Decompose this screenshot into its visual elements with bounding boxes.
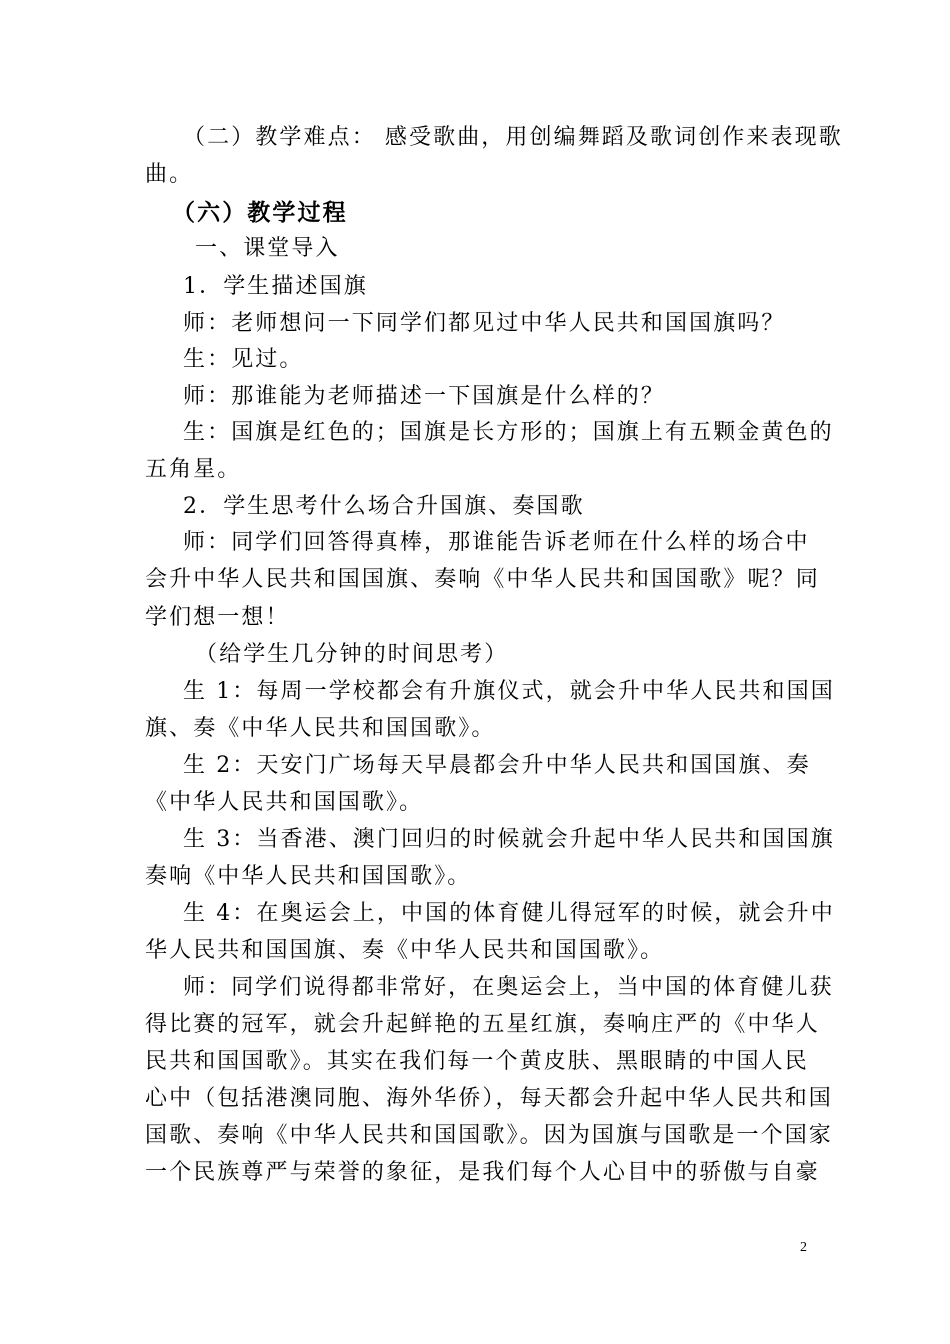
text-line: 会升中华人民共和国国旗、奏响《中华人民共和国国歌》呢？同 [145,567,820,592]
text-line: 2．学生思考什么场合升国旗、奏国歌 [183,494,585,519]
text-line: 师：老师想问一下同学们都见过中华人民共和国国旗吗？ [183,311,786,336]
text-line: 生 2：天安门广场每天早晨都会升中华人民共和国国旗、奏 [183,753,811,778]
text-line: 曲。 [145,162,194,187]
text-line: 一、课堂导入 [195,236,340,261]
text-line: 生：国旗是红色的；国旗是长方形的；国旗上有五颗金黄色的 [183,420,834,445]
text-line: 师：同学们说得都非常好，在奥运会上，当中国的体育健儿获 [183,975,834,1000]
text-line: 得比赛的冠军，就会升起鲜艳的五星红旗，奏响庄严的《中华人 [145,1012,820,1037]
text-line: （给学生几分钟的时间思考） [195,642,509,667]
text-line: 五角星。 [145,457,242,482]
text-line: 生 1：每周一学校都会有升旗仪式，就会升中华人民共和国国 [183,679,835,704]
text-line: 国歌、奏响《中华人民共和国国歌》。因为国旗与国歌是一个国家 [145,1123,833,1148]
section-heading: （六）教学过程 [172,199,348,226]
text-line: 师：同学们回答得真棒，那谁能告诉老师在什么样的场合中 [183,530,810,555]
text-line: 旗、奏《中华人民共和国国歌》。 [145,716,496,741]
text-line: 师：那谁能为老师描述一下国旗是什么样的？ [183,384,666,409]
text-line: 1．学生描述国旗 [183,274,368,299]
text-line: 生：见过。 [183,347,304,372]
text-line: 心中（包括港澳同胞、海外华侨），每天都会升起中华人民共和国 [145,1086,833,1111]
text-line: 生 4：在奥运会上，中国的体育健儿得冠军的时候，就会升中 [183,901,835,926]
text-line: 《中华人民共和国国歌》。 [145,790,424,815]
page-number: 2 [800,1240,807,1255]
text-line: 民共和国国歌》。其实在我们每一个黄皮肤、黑眼睛的中国人民 [145,1049,809,1074]
text-line: 华人民共和国国旗、奏《中华人民共和国国歌》。 [145,938,665,963]
text-line: 生 3：当香港、澳门回归的时候就会升起中华人民共和国国旗 [183,827,835,852]
text-line: 学们想一想！ [145,605,290,630]
text-line: 奏响《中华人民共和国国歌》。 [145,864,472,889]
text-line: （二）教学难点： 感受歌曲，用创编舞蹈及歌词创作来表现歌 [183,125,843,150]
text-line: 一个民族尊严与荣誉的象征，是我们每个人心目中的骄傲与自豪 [145,1160,820,1185]
